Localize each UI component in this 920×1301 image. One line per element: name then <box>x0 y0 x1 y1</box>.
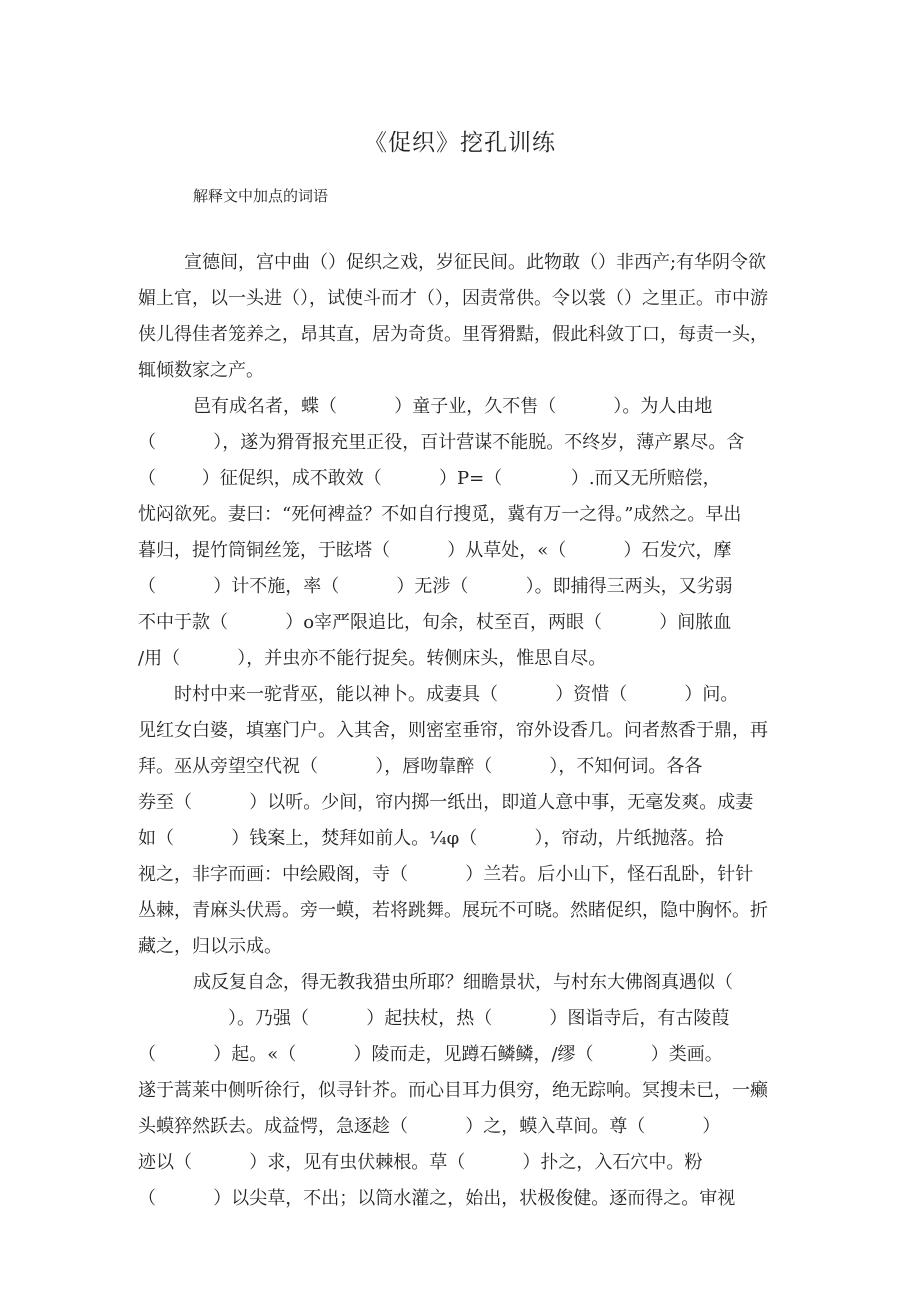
text-line: 暮归，提竹筒铜丝笼，于眩塔（ ）从草处，«（ ）石发穴，摩 <box>138 540 732 561</box>
text-line: （ ），遂为猾胥报充里正役，百计营谋不能脱。不终岁，薄产累尽。含 <box>138 432 745 453</box>
document-title: 《促织》挖孔训练 <box>364 130 556 156</box>
text-line: （ ）征促织，成不敢效（ ）P=（ ）.而又无所赔偿， <box>138 468 721 489</box>
text-line: 不中于款（ ）o宰严限追比，旬余，杖至百，两眼（ ）间脓血 <box>138 612 732 633</box>
text-line: 宣德间，宫中曲（）促织之戏，岁征民间。此物敢（）非西产;有华阴令欲 <box>184 252 767 273</box>
text-line: 见红女白婆，填塞门户。入其舍，则密室垂帘，帘外设香几。问者熬香于鼎，再 <box>138 720 768 741</box>
text-line: 拜。巫从旁望空代祝（ ），唇吻靠醉（ ），不知何词。各各 <box>138 756 703 777</box>
text-line: 忧闷欲死。妻曰：“死何裨益？不如自行搜觅，冀有万一之得。”成然之。早出 <box>138 504 742 525</box>
text-line: （ ）计不施，率（ ）无涉（ ）。即捕得三两头，又劣弱 <box>138 576 733 597</box>
text-line: 媚上官，以一头进（），试使斗而才（），因责常供。令以裳（）之里正。市中游 <box>138 288 768 309</box>
text-line: 头蟆猝然跃去。成益愕，急逐趁（ ）之，蟆入草间。尊（ ） <box>138 1116 721 1137</box>
text-line: 如（ ）钱案上，焚拜如前人。¼φ（ ），帘动，片纸抛落。拾 <box>138 828 724 849</box>
text-line: 成反复自念，得无教我猎虫所耶？细瞻景状，与村东大佛阁真遇似（ <box>193 972 733 993</box>
text-line: 遂于蒿莱中侧听徐行，似寻针芥。而心目耳力俱穷，绝无踪响。冥搜未已，一癞 <box>138 1080 768 1101</box>
text-line: 券至（ ）以听。少间，帘内掷一纸出，即道人意中事，无毫发爽。成妻 <box>138 792 754 813</box>
text-line: ）。乃强（ ）起扶杖，热（ ）图诣寺后，有古陵葭 <box>228 1008 730 1029</box>
text-line: /用（ ），并虫亦不能行捉矣。转侧床头，惟思自尽。 <box>138 648 607 669</box>
text-line: （ ）起。«（ ）陵而走，见蹲石鳞鳞，/缪（ ）类画。 <box>138 1044 723 1065</box>
text-line: 辄倾数家之产。 <box>138 360 264 381</box>
text-line: 邑有成名者，蝶（ ）童子业，久不售（ ）。为人由地 <box>193 396 713 417</box>
text-line: （ ）以尖草，不出；以筒水灌之，始出，状极俊健。逐而得之。审视 <box>138 1188 736 1209</box>
text-line: 藏之，归以示成。 <box>138 936 282 957</box>
text-line: 迹以（ ）求，见有虫伏棘根。草（ ）扑之，入石穴中。粉 <box>138 1152 703 1173</box>
text-line: 丛棘，青麻头伏焉。旁一蟆，若将跳舞。展玩不可晓。然睹促织，隐中胸怀。折 <box>138 900 768 921</box>
text-line: 视之，非字而画：中绘殿阁，寺（ ）兰若。后小山下，怪石乱卧，针针 <box>138 864 754 885</box>
text-line: 侠儿得佳者笼养之，昂其直，居为奇货。里胥猾黠，假此科敛丁口，每责一头， <box>138 324 768 345</box>
text-line: 时村中来一驼背巫，能以神卜。成妻具（ ）资惜（ ）问。 <box>174 684 739 705</box>
exercise-instruction: 解释文中加点的词语 <box>193 187 329 205</box>
